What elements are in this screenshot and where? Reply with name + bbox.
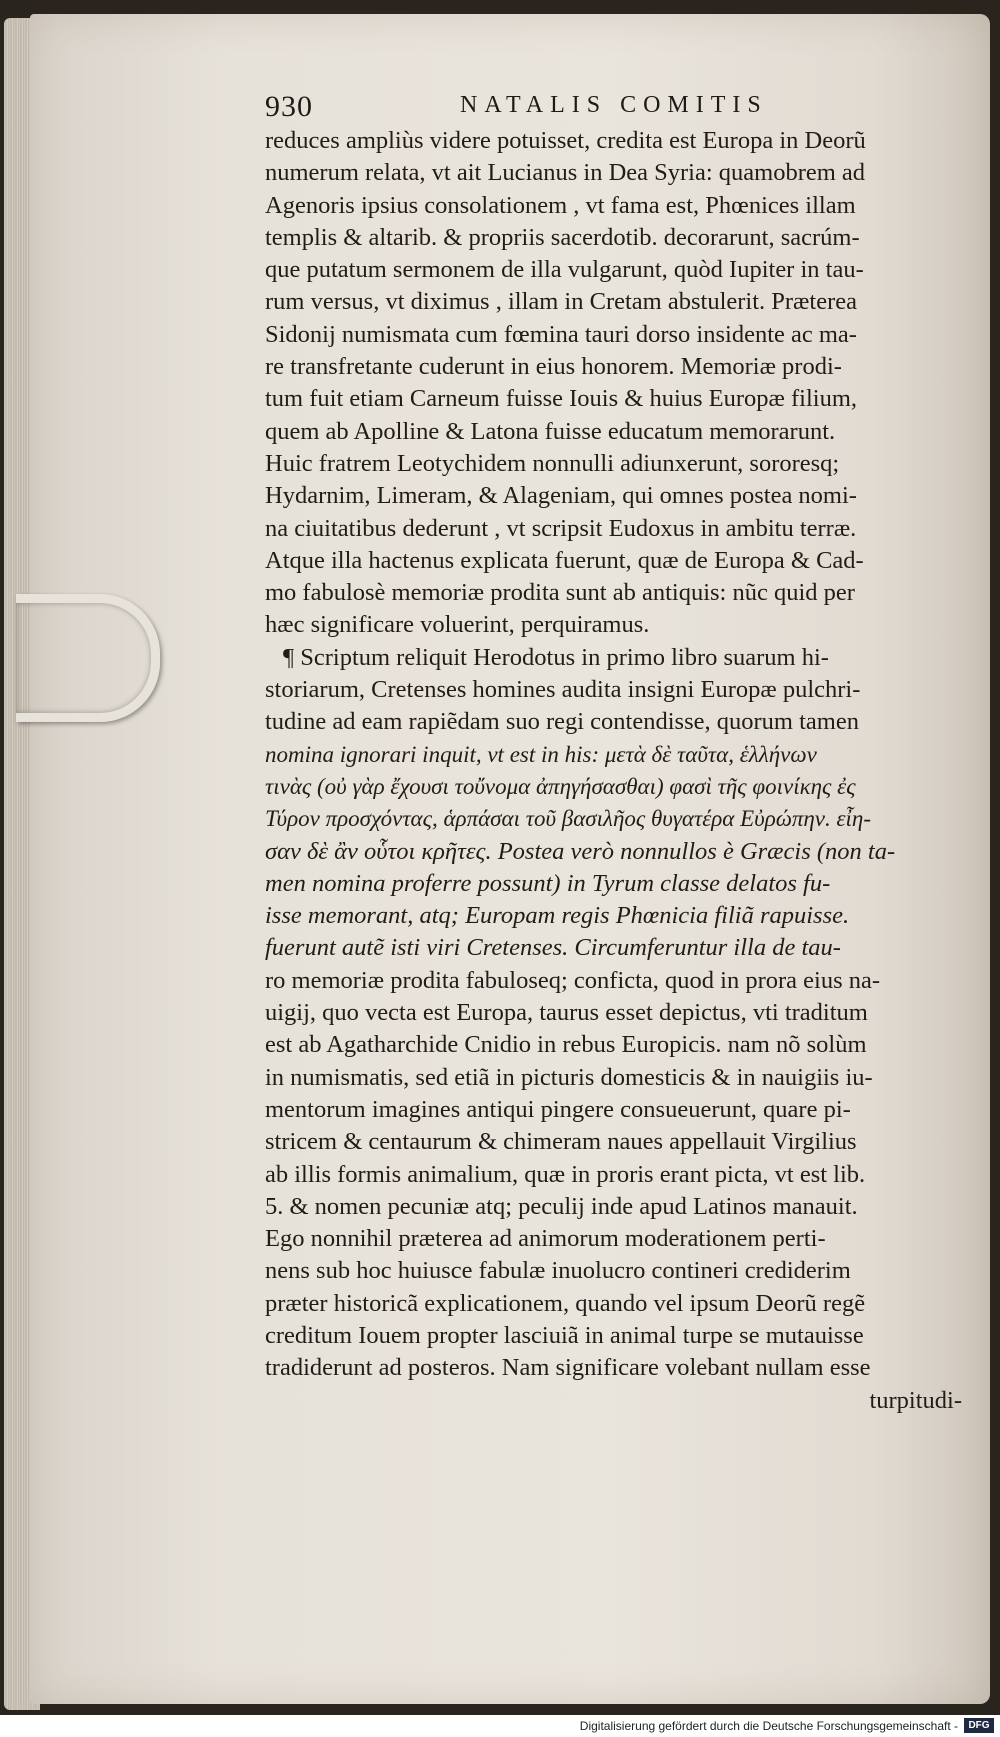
text-line: in numismatis, sed etiã in picturis domesticis & in nauigiis iu-: [265, 1063, 873, 1091]
text-line: Atque illa hactenus explicata fuerunt, quæ de Europa & Cad-: [265, 546, 864, 574]
body-text: [265, 125, 970, 1417]
text-line: mo fabulosè memoriæ prodita sunt ab antiquis: nũc quid per: [265, 579, 855, 607]
footer-bar: [0, 1715, 1000, 1737]
dfg-logo: DFG: [964, 1718, 994, 1733]
text-line: σαν δὲ ἂν οὗτοι κρῆτες. Postea verò nonnullos è Græcis (non ta-: [265, 837, 896, 865]
text-line: tradiderunt ad posteros. Nam significare volebant nullam esse: [265, 1354, 871, 1382]
text-line: re transfretante cuderunt in eius honorem. Memoriæ prodi-: [265, 353, 842, 381]
text-line: storiarum, Cretenses homines audita insigni Europæ pulchri-: [265, 676, 861, 704]
text-line: turpitudi-: [869, 1386, 962, 1414]
text-line: Huic fratrem Leotychidem nonnulli adiunxerunt, sororesq;: [265, 449, 840, 477]
text-line: ab illis formis animalium, quæ in proris erant picta, vt est lib.: [265, 1160, 866, 1188]
text-line: uigij, quo vecta est Europa, taurus esset depictus, vti traditum: [265, 999, 868, 1027]
text-line: que putatum sermonem de illa vulgarunt, quòd Iupiter in tau-: [265, 256, 864, 284]
text-line: Ego nonnihil præterea ad animorum moderationem perti-: [265, 1225, 826, 1253]
text-line: τινὰς (οὐ γὰρ ἔχουσι τοὔνομα ἀπηγήσασθαι) φασὶ τῆς φοινίκης ἐς: [265, 773, 856, 799]
footer-credit: Digitalisierung gefördert durch die Deutsche Forschungsgemeinschaft -: [579, 1719, 958, 1733]
text-line: est ab Agatharchide Cnidio in rebus Europicis. nam nõ solùm: [265, 1031, 867, 1059]
text-line: nens sub hoc huiusce fabulæ inuolucro contineri crediderim: [265, 1257, 851, 1285]
text-line: Hydarnim, Limeram, & Alageniam, qui omnes postea nomi-: [265, 482, 857, 510]
bookmark-ribbon: [16, 594, 160, 722]
text-line: Sidonij numismata cum fœmina tauri dorso insidente ac ma-: [265, 320, 857, 348]
text-line: rum versus, vt diximus , illam in Cretam abstulerit. Præterea: [265, 288, 857, 316]
text-line: men nomina proferre possunt) in Tyrum classe delatos fu-: [265, 869, 831, 897]
text-line: mentorum imagines antiqui pingere consueuerunt, quare pi-: [265, 1095, 851, 1123]
page-header: [265, 90, 965, 126]
text-line: reduces ampliùs videre potuisset, credita est Europa in Deorũ: [265, 127, 866, 154]
text-line: numerum relata, vt ait Lucianus in Dea Syria: quamobrem ad: [265, 159, 866, 187]
text-line: nomina ignorari inquit, vt est in his: μετὰ δὲ ταῦτα, ἑλλήνων: [265, 741, 817, 767]
text-line: templis & altarib. & propriis sacerdotib. decorarunt, sacrúm-: [265, 223, 860, 251]
text-line: na ciuitatibus dederunt , vt scripsit Eudoxus in ambitu terræ.: [265, 514, 857, 542]
text-line: præter historicã explicationem, quando vel ipsum Deorũ regẽ: [265, 1289, 866, 1317]
text-line: Τύρον προσχόντας, ἁρπάσαι τοῦ βασιλῆος θυγατέρα Εὐρώπην. εἶη-: [265, 806, 871, 832]
text-line: Agenoris ipsius consolationem , vt fama est, Phœnices illam: [265, 191, 856, 219]
running-head: NATALIS COMITIS: [460, 92, 768, 118]
text-line: isse memorant, atq; Europam regis Phœnicia filiã rapuisse.: [265, 902, 850, 930]
text-line: 5. & nomen pecuniæ atq; peculij inde apud Latinos manauit.: [265, 1192, 858, 1220]
text-line: quem ab Apolline & Latona fuisse educatum memorarunt.: [265, 417, 836, 445]
page-number: 930: [265, 90, 313, 123]
text-line: stricem & centaurum & chimeram naues appellauit Virgilius: [265, 1128, 857, 1156]
text-line: tum fuit etiam Carneum fuisse Iouis & huius Europæ filium,: [265, 385, 858, 413]
text-line: tudine ad eam rapiẽdam suo regi contendisse, quorum tamen: [265, 708, 859, 736]
text-line: creditum Iouem propter lasciuiã in animal turpe se mutauisse: [265, 1321, 864, 1349]
text-line: hæc significare voluerint, perquiramus.: [265, 611, 650, 639]
text-line: ro memoriæ prodita fabuloseq; conficta, quod in prora eius na-: [265, 966, 881, 994]
text-line: fuerunt autẽ isti viri Cretenses. Circumferuntur illa de tau-: [265, 934, 841, 962]
text-line: ¶ Scriptum reliquit Herodotus in primo libro suarum hi-: [283, 643, 829, 671]
